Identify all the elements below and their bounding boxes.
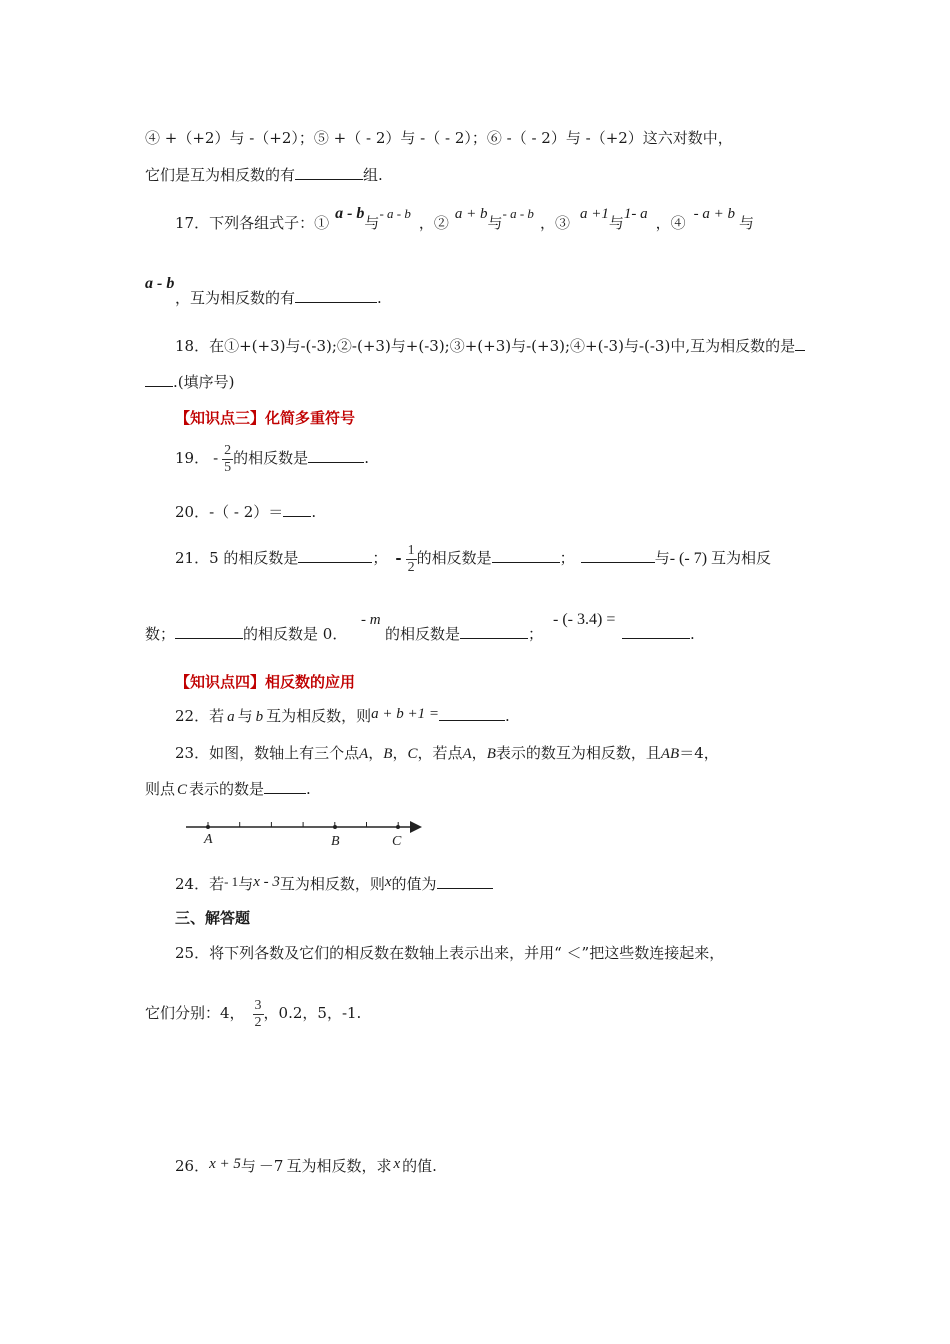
q21-semi-3: ；	[528, 625, 544, 643]
number-line-figure	[180, 812, 430, 852]
question-25	[175, 943, 724, 963]
q23-end: .	[306, 780, 311, 798]
q23-point-b: B	[383, 746, 393, 762]
q17-number: 17．下列各组式子：①	[175, 214, 330, 232]
q21-text-b: 的相反数是	[416, 549, 492, 567]
number-line-arrow-icon	[410, 821, 422, 833]
section-heading-4: 【知识点四】相反数的应用	[175, 673, 356, 691]
q24-var-x: x	[384, 874, 392, 890]
q19-frac-den: 5	[224, 459, 232, 475]
point-c-dot	[396, 825, 400, 829]
q25-frac-den: 2	[254, 1014, 262, 1030]
q21-semi-2: ；	[559, 549, 575, 567]
question-26	[175, 1156, 437, 1177]
answer-blank[interactable]	[295, 288, 377, 303]
q17-yu-3: 与	[608, 214, 624, 232]
q19-number: 19．	[175, 449, 210, 467]
line-2-text: 它们是互为相反数的有	[145, 166, 296, 184]
q26-expr-2: －7	[258, 1157, 284, 1175]
q25-fraction	[253, 998, 264, 1031]
answer-blank[interactable]	[264, 779, 306, 794]
answer-blank[interactable]	[581, 548, 655, 563]
q17-expr-3a: a +1	[579, 206, 609, 222]
question-23	[175, 743, 719, 764]
q23-text-d: ＝4，	[679, 744, 719, 762]
q24-expr-2: x - 3	[253, 874, 280, 890]
q24-text-c: 的值为	[391, 875, 437, 893]
q21-frac-den: 2	[407, 559, 415, 575]
q23-text-e: 则点	[145, 780, 176, 798]
q18-tail: .(填序号)	[173, 373, 235, 391]
q17-yu-4: 与	[738, 214, 754, 232]
q23-comma-2: ，	[392, 744, 408, 762]
q23-text-f: 表示的数是	[189, 780, 265, 798]
q22-yu: 与	[237, 707, 253, 725]
q21-semi: ；	[372, 549, 388, 567]
q17-expr-3b: 1- a	[623, 206, 648, 222]
q22-var-b: b	[255, 709, 264, 725]
q17-sep-3: ，③	[539, 214, 570, 232]
q17-yu-1: 与	[364, 214, 380, 232]
question-25-cont	[145, 990, 361, 1036]
q21-end: .	[690, 625, 695, 643]
q26-text-d: 的值.	[402, 1157, 437, 1175]
q23-point-c: C	[407, 746, 418, 762]
q23-point-b-2: B	[486, 746, 496, 762]
q26-number: 26．	[175, 1157, 210, 1175]
q26-text-c: 互为相反数，求	[286, 1157, 392, 1175]
q17-tail: ，互为相反数的有	[175, 289, 296, 307]
label-c: C	[392, 834, 402, 849]
q22-end: .	[505, 707, 510, 725]
q23-text-a: 23．如图，数轴上有三个点	[175, 744, 360, 762]
q19-fraction	[222, 443, 233, 476]
q23-point-a: A	[359, 746, 369, 762]
answer-blank[interactable]	[492, 548, 560, 563]
q26-expr-1: x + 5	[209, 1156, 241, 1172]
q19-text: 的相反数是	[233, 449, 309, 467]
line-1-text: ④ +（+2）与 -（+2）；⑤ +（ - 2）与 -（ - 2）；⑥ -（ - 2）与 -（+2）这六对数中，	[145, 129, 733, 147]
q23-comma-1: ，	[368, 744, 384, 762]
answer-blank[interactable]	[439, 706, 505, 721]
q17-expr-4b: a - b	[145, 275, 175, 292]
q17-yu-2: 与	[487, 214, 503, 232]
q21-frac-num: 1	[407, 542, 415, 558]
q17-expr-2a: a + b	[454, 206, 488, 222]
q23-text-b: ，若点	[417, 744, 463, 762]
q22-var-a: a	[227, 709, 235, 725]
line-2-tail: 组.	[363, 166, 383, 184]
q19-end: .	[364, 449, 369, 467]
point-b-dot	[333, 825, 337, 829]
answer-blank[interactable]	[283, 502, 311, 517]
q25-frac-num: 3	[254, 997, 262, 1013]
q22-expr: a + b +1 =	[371, 706, 439, 722]
q17-sep-2: ，②	[418, 214, 449, 232]
point-a-dot	[206, 825, 210, 829]
q26-var-x: x	[393, 1156, 401, 1172]
q19-frac-num: 2	[224, 442, 232, 458]
section-heading-3: 【知识点三】化简多重符号	[175, 409, 356, 427]
q19-minus: -	[213, 449, 219, 467]
q26-text-b: 与	[240, 1157, 256, 1175]
q17-expr-1b: - a - b	[379, 206, 411, 221]
answer-blank[interactable]	[308, 448, 364, 463]
q24-text-a: 24．若	[175, 875, 225, 893]
q17-expr-2b: - a - b	[502, 206, 534, 221]
q24-yu: 与	[238, 875, 254, 893]
q25-text-a: 它们分别：4，	[145, 1004, 245, 1022]
q23-text-c: 表示的数互为相反数，且	[495, 744, 661, 762]
q21-text-c: 互为相反	[711, 549, 772, 567]
line-2	[145, 165, 383, 185]
question-22	[175, 706, 510, 727]
question-19	[175, 440, 369, 476]
question-21	[175, 536, 771, 581]
q21-fraction	[406, 543, 417, 576]
q21-text-a: 21．5 的相反数是	[175, 549, 299, 567]
question-17	[175, 205, 754, 234]
q17-end: .	[377, 289, 382, 307]
answer-blank[interactable]	[145, 372, 173, 387]
answer-blank[interactable]	[298, 548, 372, 563]
q17-expr-1a: a - b	[335, 205, 365, 222]
q17-sep-4: ，④	[655, 214, 686, 232]
q20-end: .	[311, 503, 317, 521]
q21-expr: - (- 7)	[669, 550, 708, 567]
q21-expr-m: - m	[361, 612, 381, 628]
q25-text-line1: 25．将下列各数及它们的相反数在数轴上表示出来，并用“ ＜”把这些数连接起来，	[175, 944, 725, 962]
question-24	[175, 874, 493, 895]
q21-text-e: 的相反数是 0．	[243, 625, 348, 643]
q23-point-c-2: C	[177, 782, 188, 798]
question-23-cont	[145, 779, 311, 800]
answer-blank[interactable]	[295, 165, 363, 180]
q24-expr-1: - 1	[224, 874, 239, 889]
q17-expr-4a: - a + b	[693, 206, 735, 222]
answer-blank[interactable]	[437, 874, 493, 889]
line-1	[145, 128, 733, 148]
question-20	[175, 502, 316, 522]
label-a: A	[204, 832, 213, 847]
q18-text: 18．在①+(+3)与-(-3);②-(+3)与+(-3);③+(+3)与-(+3);④+(-3)与-(-3)中,互为相反数的是	[175, 337, 796, 355]
q23-comma-3: ，	[471, 744, 487, 762]
section-heading-5: 三、解答题	[175, 909, 251, 927]
answer-blank[interactable]	[622, 624, 690, 639]
question-18-cont	[145, 372, 234, 392]
q20-text: 20．-（ - 2）＝	[175, 503, 284, 521]
q22-text-b: 互为相反数，则	[266, 707, 372, 725]
answer-blank[interactable]	[795, 336, 805, 351]
q21-text-f: 的相反数是	[385, 625, 461, 643]
answer-blank[interactable]	[460, 624, 528, 639]
q25-text-b: ，0.2，5，-1.	[263, 1004, 362, 1022]
q22-text-a: 22．若	[175, 707, 225, 725]
q23-ab: AB	[660, 746, 680, 762]
label-b: B	[331, 834, 340, 849]
q21-yu: 与	[654, 549, 670, 567]
answer-blank[interactable]	[175, 624, 243, 639]
q21-expr-2: - (- 3.4) =	[553, 611, 616, 628]
q21-text-d: 数；	[145, 625, 176, 643]
q24-text-b: 互为相反数，则	[279, 875, 385, 893]
question-18	[175, 336, 805, 356]
q23-point-a-2: A	[462, 746, 472, 762]
q21-minus: -	[395, 549, 402, 567]
